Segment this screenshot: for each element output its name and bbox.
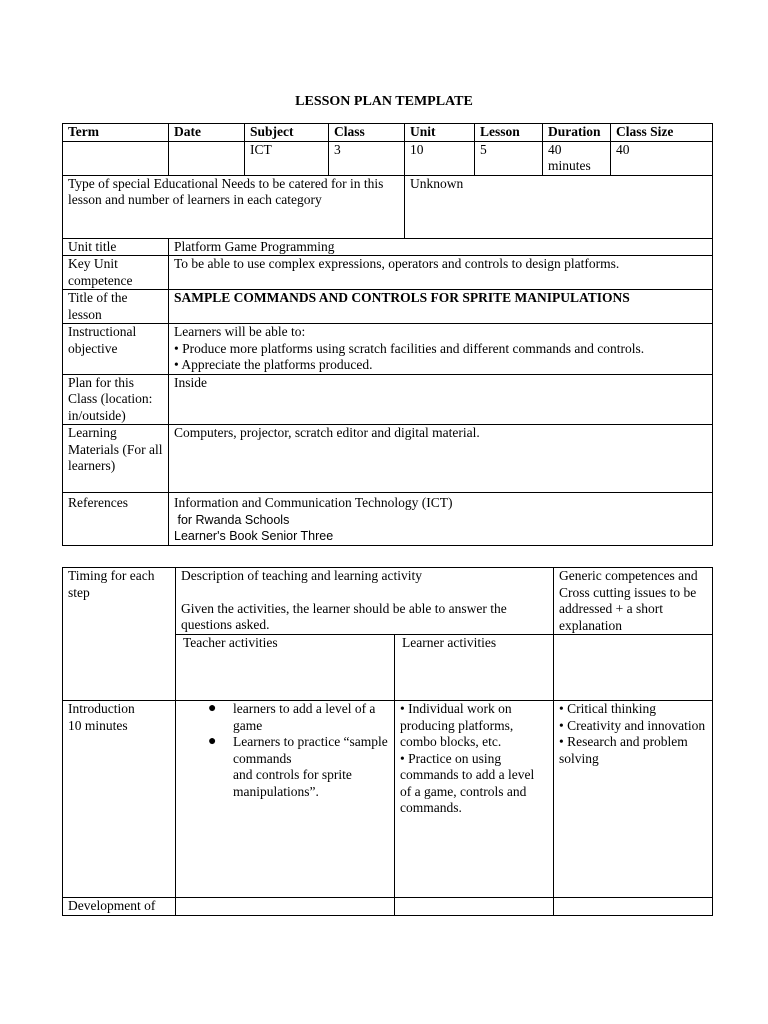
term-value [63,141,169,175]
objective-item: • Appreciate the platforms produced. [174,357,373,372]
lesson-title-label: Title of the lesson [63,290,169,324]
unit-label: Unit [405,124,475,142]
references-row [63,493,713,546]
duration-value: 40 minutes [543,141,611,175]
instructional-objective-label: Instructional objective [63,324,169,375]
special-needs-row [63,175,713,238]
teacher-activity-list [181,701,389,800]
reference-line: Information and Communication Technology (ICT) [174,495,453,510]
class-label: Class [329,124,405,142]
reference-line: for Rwanda Schools [174,512,290,527]
unit-value: 10 [405,141,475,175]
introduction-timing: Introduction 10 minutes [63,701,176,898]
key-unit-competence-row [63,256,713,290]
lesson-title-value: SAMPLE COMMANDS AND CONTROLS FOR SPRITE MANIPULATIONS [169,290,713,324]
references-label: References [63,493,169,546]
date-value [169,141,245,175]
class-value: 3 [329,141,405,175]
special-needs-value: Unknown [405,175,713,238]
introduction-row [63,701,713,898]
unit-title-label: Unit title [63,238,169,256]
learning-materials-label: Learning Materials (For all learners) [63,425,169,493]
instructional-objective-value [169,324,713,375]
unit-title-row [63,238,713,256]
unit-title-value: Platform Game Programming [169,238,713,256]
key-unit-competence-value: To be able to use complex expressions, operators and controls to design platforms. [169,256,713,290]
reference-line: Learner's Book Senior Three [174,529,334,543]
term-label: Term [63,124,169,142]
description-title: Description of teaching and learning activity [181,568,423,583]
introduction-competences: • Critical thinking • Creativity and innovation • Research and problem solving [554,701,713,898]
subject-label: Subject [245,124,329,142]
class-size-value: 40 [611,141,713,175]
development-label: Development of [63,898,176,916]
plan-location-value: Inside [169,374,713,425]
timing-header: Timing for each step [63,568,176,701]
competences-header: Generic competences and Cross cutting issues to be addressed + a short explanation [554,568,713,635]
special-needs-label: Type of special Educational Needs to be catered for in this lesson and number of learners in each category [63,175,405,238]
lesson-label: Lesson [475,124,543,142]
lesson-title-row [63,290,713,324]
header-values-row [63,141,713,175]
plan-location-row [63,374,713,425]
development-teacher-cell [176,898,395,916]
competences-empty-cell [554,635,713,701]
lesson-value: 5 [475,141,543,175]
teacher-activity-item: ● learners to add a level of a game [208,701,376,733]
bullet-icon: ● [208,701,217,716]
introduction-teacher-activities [176,701,395,898]
objective-item: • Produce more platforms using scratch facilities and different commands and controls. [174,340,645,356]
objective-intro: Learners will be able to: [174,324,306,339]
teacher-activities-header: Teacher activities [176,635,395,701]
key-unit-competence-label: Key Unit competence [63,256,169,290]
activity-header-row [63,568,713,635]
learning-materials-value: Computers, projector, scratch editor and digital material. [169,425,713,493]
introduction-learner-activities: • Individual work on producing platforms, combo blocks, etc. • Practice on using commands to add a level of a game, controls and commands. [395,701,554,898]
class-size-label: Class Size [611,124,713,142]
development-learner-cell [395,898,554,916]
header-labels-row [63,124,713,142]
description-subtitle: Given the activities, the learner should be able to answer the questions asked. [181,600,507,632]
references-value [169,493,713,546]
subject-value: ICT [245,141,329,175]
date-label: Date [169,124,245,142]
development-competences-cell [554,898,713,916]
duration-label: Duration [543,124,611,142]
lesson-info-table [62,123,713,546]
description-header [176,568,554,635]
activity-table [62,567,713,916]
document-title: LESSON PLAN TEMPLATE [295,94,473,109]
teacher-activity-item: ● Learners to practice “sample commands and controls for sprite manipulations”. [208,734,388,799]
development-row [63,898,713,916]
instructional-objective-row [63,324,713,375]
bullet-icon: ● [208,734,217,749]
learner-activities-header: Learner activities [395,635,554,701]
plan-location-label: Plan for this Class (location: in/outside) [63,374,169,425]
learning-materials-row [63,425,713,493]
